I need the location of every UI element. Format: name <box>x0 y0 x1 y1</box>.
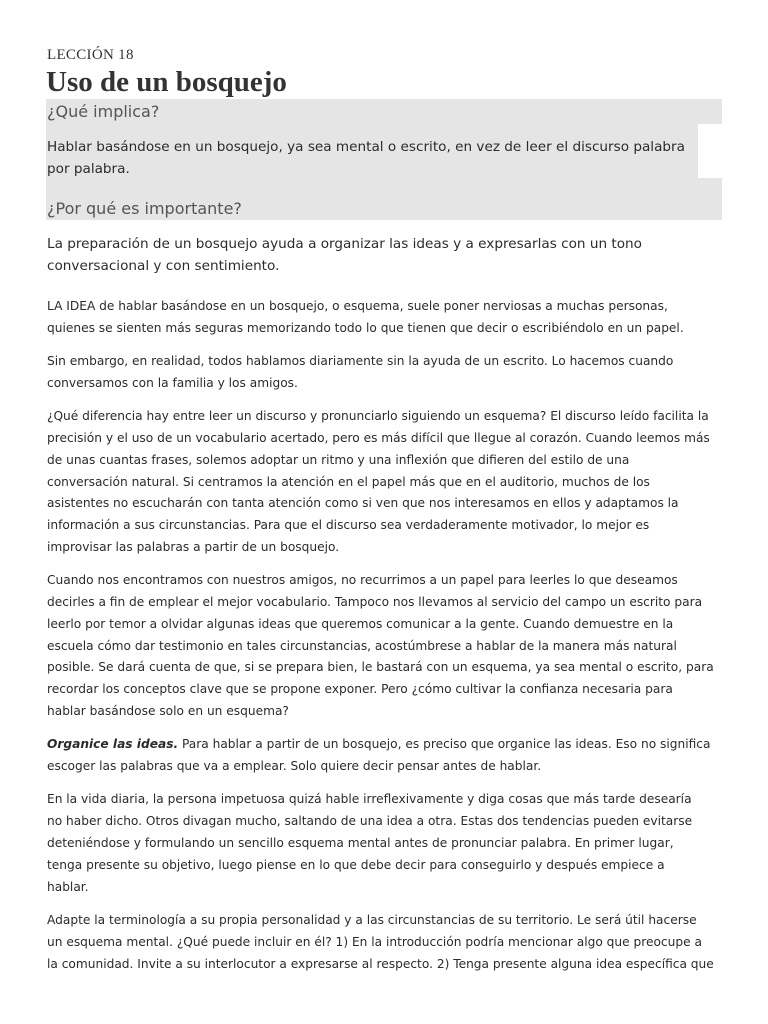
answer-what-line: Hablar basándose en un bosquejo, ya sea mental o escrito, en vez de leer el discurso palabra <box>47 139 685 155</box>
paragraph-line: posible. Se dará cuenta de que, si se prepara bien, le bastará con un esquema, ya sea mental o escrito, para <box>47 660 714 675</box>
paragraph-line: decirles a fin de emplear el mejor vocabulario. Tampoco nos llevamos al servicio del campo un escrito para <box>47 595 703 610</box>
question-why: ¿Por qué es importante? <box>47 199 242 218</box>
answer-what-line: por palabra. <box>47 161 130 177</box>
paragraph-line: Adapte la terminología a su propia personalidad y a las circunstancias de su territorio. Le será útil hacerse <box>47 912 697 927</box>
answer-why-line: conversacional y con sentimiento. <box>47 258 280 274</box>
paragraph-line: ¿Qué diferencia hay entre leer un discurso y pronunciarlo siguiendo un esquema? El discurso leído facilita la <box>47 409 709 424</box>
paragraph-line: la comunidad. Invite a su interlocutor a expresarse al respecto. 2) Tenga presente alguna idea específica que <box>47 956 714 971</box>
paragraph-line: conversación natural. Si centramos la atención en el papel más que en el auditorio, muchos de los <box>47 474 650 489</box>
paragraph-line: un esquema mental. ¿Qué puede incluir en él? 1) En la introducción podría mencionar algo que preocupe a <box>47 934 702 949</box>
paragraph-line: información a sus circunstancias. Para que el discurso sea verdaderamente motivador, lo mejor es <box>47 518 650 533</box>
lesson-label: LECCIÓN 18 <box>47 47 134 63</box>
answer-what <box>47 136 685 180</box>
paragraph-line: Sin embargo, en realidad, todos hablamos diariamente sin la ayuda de un escrito. Lo hacemos cuando <box>47 354 674 369</box>
paragraph-line: escuela cómo dar testimonio en tales circunstancias, acostúmbrese a hablar de la manera más natural <box>47 638 677 653</box>
body-paragraph <box>47 296 723 340</box>
paragraph-line: escoger las palabras que va a emplear. Solo quiere decir pensar antes de hablar. <box>47 759 542 774</box>
body-paragraph <box>47 910 723 975</box>
paragraph-line: En la vida diaria, la persona impetuosa quizá hable irreflexivamente y diga cosas que más tarde desearía <box>47 792 692 807</box>
lesson-title: Uso de un bosquejo <box>46 66 287 98</box>
body-paragraph <box>47 789 723 898</box>
paragraph-line: hablar basándose solo en un esquema? <box>47 704 289 719</box>
paragraph-line: improvisar las palabras a partir de un bosquejo. <box>47 539 340 554</box>
lesson-body <box>47 296 723 987</box>
paragraph-line: conversamos con la familia y los amigos. <box>47 375 298 390</box>
body-paragraph <box>47 406 723 559</box>
paragraph-line: no haber dicho. Otros divagan mucho, saltando de una idea a otra. Estas dos tendencias pueden evitarse <box>47 814 693 829</box>
paragraph-line: recordar los conceptos clave que se propone exponer. Pero ¿cómo cultivar la confianza necesaria para <box>47 682 673 697</box>
paragraph-line: tenga presente su objetivo, luego piense en lo que debe decir para conseguirlo y después empiece a <box>47 857 665 872</box>
paragraph-line: deteniéndose y formulando un sencillo esquema mental antes de pronunciar palabra. En primer lugar, <box>47 836 674 851</box>
paragraph-line: precisión y el uso de un vocabulario acertado, pero es más difícil que llegue al corazón. Cuando leemos más <box>47 430 710 445</box>
paragraph-lead: Organice las ideas. <box>47 737 179 752</box>
body-paragraph <box>47 734 723 778</box>
paragraph-line: quienes se sienten más seguras memorizando todo lo que tienen que decir o escribiéndolo en un papel. <box>47 320 684 335</box>
answer-why <box>47 233 642 277</box>
paragraph-line: leerlo por temor a olvidar algunas ideas que queremos comunicar a la gente. Cuando demuestre en la <box>47 616 674 631</box>
paragraph-line: LA IDEA de hablar basándose en un bosquejo, o esquema, suele poner nerviosas a muchas personas, <box>47 299 668 313</box>
question-what: ¿Qué implica? <box>47 102 160 121</box>
answer-why-line: La preparación de un bosquejo ayuda a organizar las ideas y a expresarlas con un tono <box>47 236 642 252</box>
body-paragraph <box>47 570 723 723</box>
summary-box-notch <box>698 124 722 178</box>
paragraph-line: hablar. <box>47 879 89 894</box>
paragraph-line: Para hablar a partir de un bosquejo, es preciso que organice las ideas. Eso no significa <box>178 737 711 752</box>
paragraph-line: Cuando nos encontramos con nuestros amigos, no recurrimos a un papel para leerles lo que deseamos <box>47 573 678 588</box>
paragraph-line: de unas cuantas frases, solemos adoptar un ritmo y una inflexión que difieren del estilo de una <box>47 452 630 467</box>
body-paragraph <box>47 351 723 395</box>
paragraph-line: asistentes no escucharán con tanta atención como si ven que nos interesamos en ellos y adaptamos la <box>47 496 679 511</box>
